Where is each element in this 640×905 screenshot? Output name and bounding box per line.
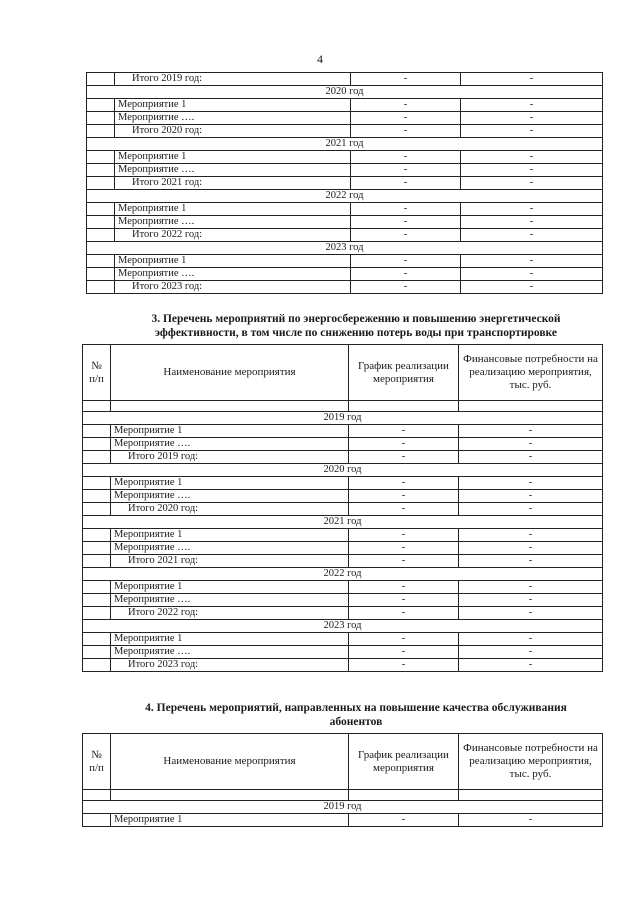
year-row: [83, 801, 603, 814]
header-num: № п/п: [83, 345, 111, 401]
item-cell: Мероприятие 1: [111, 581, 349, 594]
table-header-row: [83, 345, 603, 401]
total-cell: Итого 2022 год:: [115, 229, 351, 242]
year-row: [87, 86, 603, 99]
year-label: 2021 год: [83, 516, 603, 529]
item-cell: Мероприятие ….: [115, 268, 351, 281]
total-cell: Итого 2021 год:: [115, 177, 351, 190]
table-row: Итого 2022 год: - -: [87, 229, 603, 242]
table-row: Мероприятие 1 - -: [83, 529, 603, 542]
table-row: Итого 2021 год: - -: [87, 177, 603, 190]
year-label: 2022 год: [83, 568, 603, 581]
table-row: Итого 2021 год: - -: [83, 555, 603, 568]
section-3-title: 3. Перечень мероприятий по энергосбережению и повышению энергетической эффективности, в том числе по снижению потерь воды при транспортировке: [151, 313, 561, 339]
schedule-cell: -: [351, 73, 461, 86]
table-row: Мероприятие …. - -: [87, 164, 603, 177]
year-label: 2020 год: [87, 86, 603, 99]
table-row: Итого 2020 год: - -: [87, 125, 603, 138]
table-row: Мероприятие 1 - -: [83, 633, 603, 646]
finance-cell: -: [461, 73, 603, 86]
item-cell: Мероприятие ….: [111, 594, 349, 607]
year-row: [87, 190, 603, 203]
item-cell: Мероприятие 1: [115, 151, 351, 164]
table-row: Итого 2019 год: - -: [83, 451, 603, 464]
total-cell: Итого 2019 год:: [115, 73, 351, 86]
table-row: Итого 2020 год: - -: [83, 503, 603, 516]
table-row: Мероприятие 1 - -: [87, 203, 603, 216]
blank-row: [83, 790, 603, 801]
total-cell: Итого 2023 год:: [111, 659, 349, 672]
table-section-3: [82, 344, 603, 672]
table-row: Мероприятие …. - -: [83, 438, 603, 451]
year-row: [87, 242, 603, 255]
year-row: [83, 568, 603, 581]
total-cell: Итого 2020 год:: [115, 125, 351, 138]
table-row: Мероприятие 1 - -: [87, 151, 603, 164]
table-row: Мероприятие …. - -: [83, 646, 603, 659]
header-num: № п/п: [83, 734, 111, 790]
table-section-4: [82, 733, 603, 827]
table-row: Мероприятие 1 - -: [83, 425, 603, 438]
table-continued: [86, 72, 603, 294]
year-label: 2023 год: [83, 620, 603, 633]
table-row: Мероприятие 1 - -: [83, 581, 603, 594]
table-row: Мероприятие 1 - -: [87, 255, 603, 268]
item-cell: Мероприятие 1: [111, 477, 349, 490]
item-cell: Мероприятие ….: [115, 164, 351, 177]
item-cell: Мероприятие ….: [111, 490, 349, 503]
table-row: Мероприятие …. - -: [87, 268, 603, 281]
year-label: 2021 год: [87, 138, 603, 151]
item-cell: Мероприятие 1: [111, 529, 349, 542]
item-cell: Мероприятие ….: [115, 216, 351, 229]
item-cell: Мероприятие ….: [111, 438, 349, 451]
year-label: 2019 год: [83, 801, 603, 814]
item-cell: Мероприятие ….: [111, 542, 349, 555]
table-row: Мероприятие 1 - -: [87, 99, 603, 112]
total-cell: Итого 2020 год:: [111, 503, 349, 516]
item-cell: Мероприятие ….: [111, 646, 349, 659]
year-row: [87, 138, 603, 151]
header-finance: Финансовые потребности на реализацию мероприятия, тыс. руб.: [459, 734, 603, 790]
total-cell: Итого 2021 год:: [111, 555, 349, 568]
item-cell: Мероприятие 1: [111, 814, 349, 827]
page-number: 4: [317, 52, 323, 66]
total-cell: Итого 2019 год:: [111, 451, 349, 464]
table-row: Итого 2023 год: - -: [87, 281, 603, 294]
table-row: Мероприятие …. - -: [83, 594, 603, 607]
table-row: Мероприятие …. - -: [87, 216, 603, 229]
item-cell: Мероприятие 1: [115, 99, 351, 112]
year-label: 2020 год: [83, 464, 603, 477]
table-row: Мероприятие …. - -: [83, 490, 603, 503]
table-row: Итого 2023 год: - -: [83, 659, 603, 672]
section-4-title: 4. Перечень мероприятий, направленных на повышение качества обслуживания абонентов: [145, 702, 567, 728]
year-row: [83, 620, 603, 633]
table-row: Мероприятие 1 - -: [83, 814, 603, 827]
table-row: Мероприятие …. - -: [83, 542, 603, 555]
table-row: Мероприятие 1 - -: [83, 477, 603, 490]
year-row: [83, 516, 603, 529]
item-cell: Мероприятие 1: [111, 425, 349, 438]
item-cell: Мероприятие 1: [115, 255, 351, 268]
table-row: Итого 2022 год: - -: [83, 607, 603, 620]
header-name: Наименование мероприятия: [111, 734, 349, 790]
table-row: Мероприятие …. - -: [87, 112, 603, 125]
item-cell: Мероприятие ….: [115, 112, 351, 125]
header-schedule: График реализации мероприятия: [349, 345, 459, 401]
year-row: [83, 412, 603, 425]
table-row: [87, 73, 603, 86]
year-row: [83, 464, 603, 477]
header-schedule: График реализации мероприятия: [349, 734, 459, 790]
header-finance: Финансовые потребности на реализацию мероприятия, тыс. руб.: [459, 345, 603, 401]
item-cell: Мероприятие 1: [115, 203, 351, 216]
total-cell: Итого 2022 год:: [111, 607, 349, 620]
header-name: Наименование мероприятия: [111, 345, 349, 401]
table-header-row: [83, 734, 603, 790]
year-label: 2023 год: [87, 242, 603, 255]
year-label: 2022 год: [87, 190, 603, 203]
item-cell: Мероприятие 1: [111, 633, 349, 646]
total-cell: Итого 2023 год:: [115, 281, 351, 294]
blank-row: [83, 401, 603, 412]
year-label: 2019 год: [83, 412, 603, 425]
